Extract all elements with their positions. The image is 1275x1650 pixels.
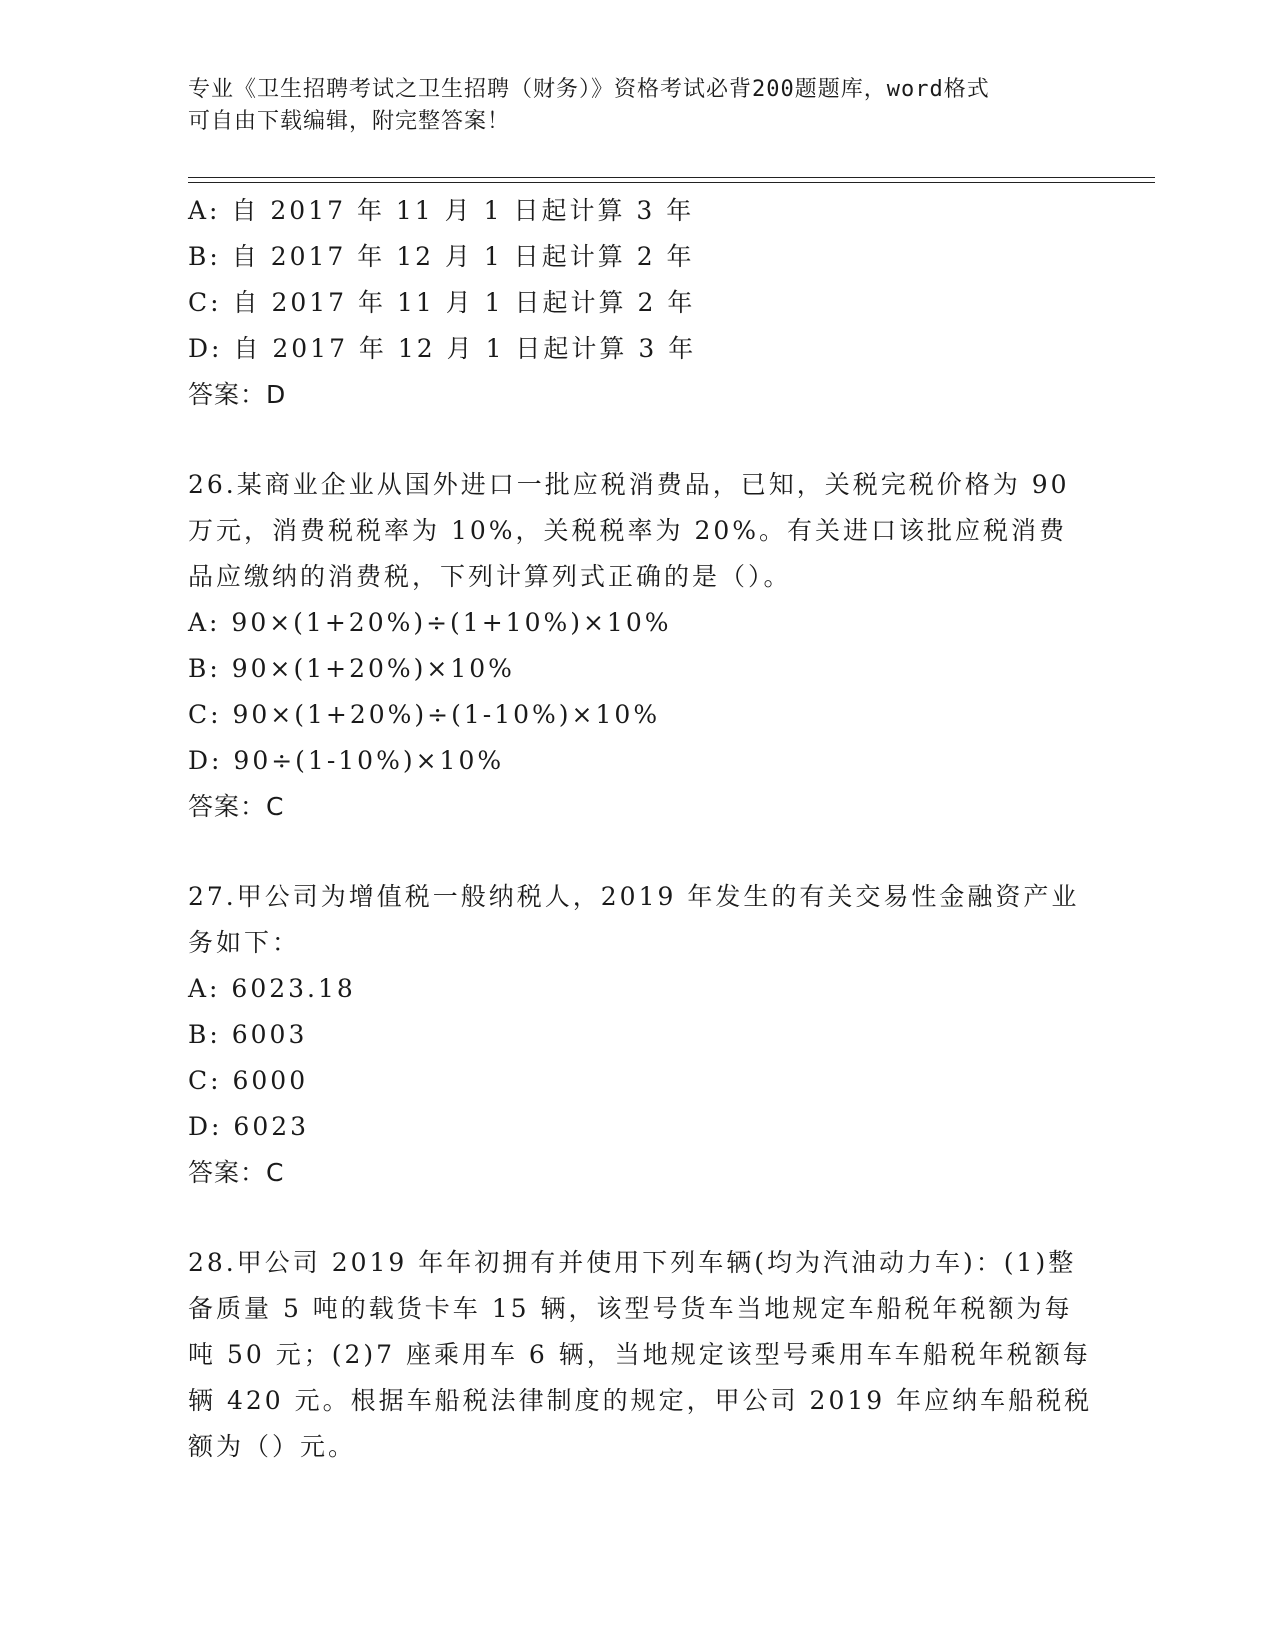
option-c: C: 6000	[188, 1066, 309, 1095]
option-c: C: 自 2017 年 11 月 1 日起计算 2 年	[188, 288, 696, 317]
option-d: D: 自 2017 年 12 月 1 日起计算 3 年	[188, 334, 697, 363]
option-b: B: 自 2017 年 12 月 1 日起计算 2 年	[188, 242, 695, 271]
option-d: D: 6023	[188, 1112, 310, 1141]
question-stem-line: 额为（）元。	[188, 1432, 357, 1461]
question-stem-line: 备质量 5 吨的载货卡车 15 辆，该型号货车当地规定车船税年税额为每	[188, 1294, 1073, 1323]
question-stem-line: 务如下：	[188, 928, 301, 957]
option-b: B: 90×(1+20%)×10%	[188, 654, 515, 683]
option-d: D: 90÷(1-10%)×10%	[188, 746, 505, 775]
header-divider-top	[188, 177, 1155, 178]
option-a: A: 90×(1+20%)÷(1+10%)×10%	[188, 608, 672, 637]
answer: 答案：C	[188, 792, 285, 821]
question-26	[188, 462, 1088, 830]
question-stem-line: 27.甲公司为增值税一般纳税人，2019 年发生的有关交易性金融资产业	[188, 882, 1080, 911]
question-27	[188, 874, 1088, 1196]
question-list	[188, 188, 1093, 1470]
header-divider-bottom	[188, 182, 1155, 183]
header-title-line-2: 可自由下载编辑，附完整答案！	[188, 109, 511, 134]
answer: 答案：C	[188, 1158, 285, 1187]
option-a: A: 6023.18	[188, 974, 356, 1003]
header-title-line-1: 专业《卫生招聘考试之卫生招聘（财务）》资格考试必背200题题库，word格式	[188, 77, 990, 102]
option-a: A: 自 2017 年 11 月 1 日起计算 3 年	[188, 196, 695, 225]
document-header	[188, 74, 1088, 138]
question-stem-line: 26.某商业企业从国外进口一批应税消费品，已知，关税完税价格为 90	[188, 470, 1070, 499]
option-b: B: 6003	[188, 1020, 308, 1049]
question-25	[188, 188, 1088, 418]
question-stem-line: 28.甲公司 2019 年年初拥有并使用下列车辆(均为汽油动力车)：(1)整	[188, 1248, 1077, 1277]
question-stem-line: 品应缴纳的消费税，下列计算列式正确的是（）。	[188, 562, 792, 591]
question-28	[188, 1240, 1093, 1470]
question-stem-line: 辆 420 元。根据车船税法律制度的规定，甲公司 2019 年应纳车船税税	[188, 1386, 1093, 1415]
question-stem-line: 万元，消费税税率为 10%，关税税率为 20%。有关进口该批应税消费	[188, 516, 1068, 545]
option-c: C: 90×(1+20%)÷(1-10%)×10%	[188, 700, 661, 729]
answer: 答案：D	[188, 380, 287, 409]
question-stem-line: 吨 50 元；(2)7 座乘用车 6 辆，当地规定该型号乘用车车船税年税额每	[188, 1340, 1091, 1369]
